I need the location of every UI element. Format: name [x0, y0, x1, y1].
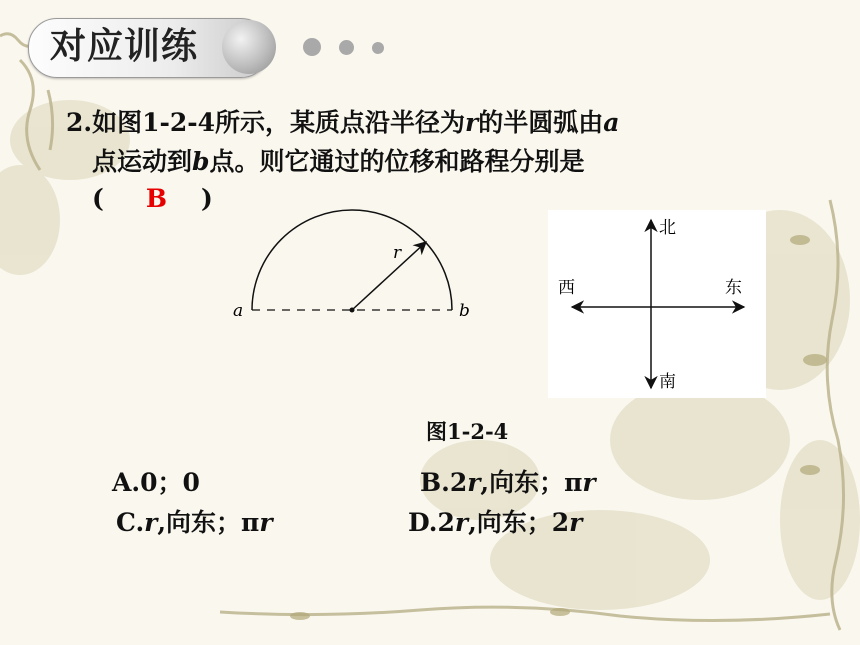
variable-r: r	[454, 508, 469, 537]
question-text: 点运动到	[92, 147, 193, 176]
option-text: ,向东；π	[157, 508, 260, 537]
compass-east: 东	[725, 278, 742, 298]
variable-b: b	[192, 147, 210, 176]
semicircle-arc	[252, 210, 452, 310]
variable-r: r	[465, 108, 479, 137]
section-title: 对应训练	[50, 26, 199, 67]
variable-r: r	[259, 508, 273, 537]
label-b: b	[459, 301, 470, 321]
option-text: ,向东；π	[480, 468, 583, 497]
paren-close: )	[200, 184, 213, 213]
variable-r: r	[467, 468, 481, 497]
variable-r: r	[582, 468, 596, 497]
option-text: ,向东；2	[468, 508, 570, 537]
compass-south: 南	[659, 372, 676, 392]
variable-r: r	[144, 508, 158, 537]
option-d	[408, 503, 582, 539]
figure-caption: 图1-2-4	[426, 419, 509, 444]
variable-r: r	[569, 508, 583, 537]
question-text: 的半圆弧由	[478, 108, 604, 137]
option-text: B.2	[420, 468, 468, 497]
compass-west: 西	[558, 278, 575, 298]
answer-choice: B	[145, 184, 167, 213]
option-c	[116, 503, 273, 539]
paren-open: (	[92, 184, 104, 213]
compass-north: 北	[659, 218, 676, 238]
question-text: 点。则它通过的位移和路程分别是	[209, 147, 585, 176]
label-a: a	[233, 301, 244, 321]
option-a	[112, 463, 200, 499]
option-b	[420, 463, 596, 499]
variable-a: a	[603, 108, 620, 137]
radius-arrow	[352, 242, 426, 310]
option-text: C.	[116, 508, 145, 537]
question-text: 2.如图1-2-4所示，某质点沿半径为	[66, 108, 466, 137]
option-text: D.2	[408, 508, 455, 537]
compass-panel	[548, 210, 766, 398]
label-r: r	[393, 243, 402, 263]
option-a-text: A.0；0	[112, 468, 200, 497]
